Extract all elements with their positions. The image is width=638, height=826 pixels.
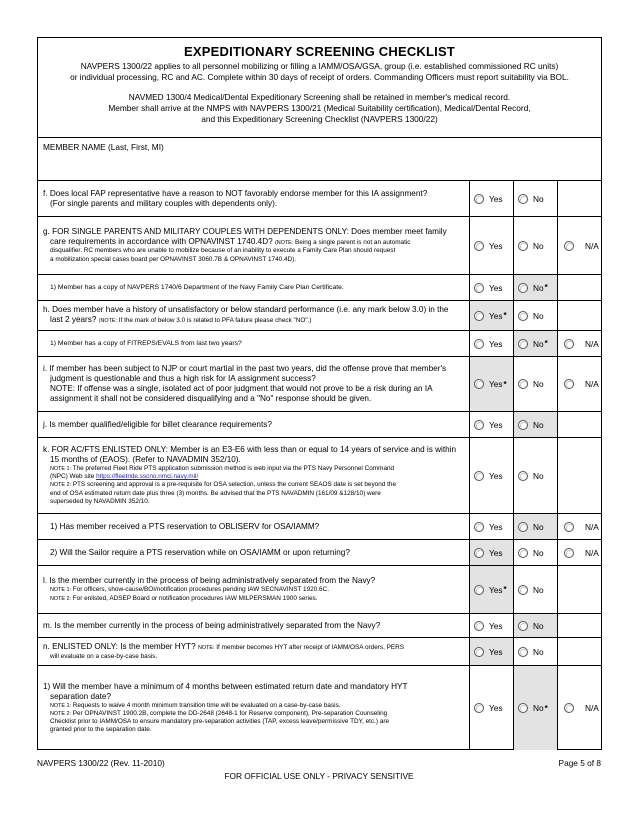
question-h-row: [38, 301, 601, 331]
question-n1-no-option[interactable]: No *: [518, 703, 548, 713]
question-i-na-option[interactable]: N/A: [564, 379, 599, 389]
question-n-yes-cell: [469, 638, 513, 665]
question-i-yes-cell: [469, 357, 513, 411]
question-g-yes-option[interactable]: Yes: [474, 241, 503, 251]
question-h-text: h. Does member have a history of unsatisfactory or below standard performance (i.e. any mark below 3.0) in the last 2 years? (NOTE: If the mark of below 3.0 is related to PFA failure please check "NO".): [43, 305, 449, 325]
question-f-yes-cell: [469, 181, 513, 216]
question-m-text: m. Is the member currently in the process of being administratively separated from the Navy?: [43, 620, 381, 630]
question-g-no-cell: [513, 217, 557, 274]
page-number: Page 5 of 8: [558, 758, 601, 768]
radio-icon[interactable]: [564, 241, 574, 251]
question-k1-yes-option[interactable]: Yes: [474, 522, 503, 532]
question-k-no-cell: [513, 438, 557, 513]
checklist-form: [37, 37, 602, 750]
radio-icon[interactable]: [474, 420, 484, 430]
question-m-no-cell: [513, 614, 557, 637]
radio-icon[interactable]: [474, 621, 484, 631]
radio-icon[interactable]: [518, 548, 528, 558]
question-g1-empty-cell: [557, 275, 601, 300]
radio-icon[interactable]: [564, 339, 574, 349]
radio-icon[interactable]: [518, 420, 528, 430]
question-g1-no-cell: [513, 275, 557, 300]
question-i-na-cell: [557, 357, 601, 411]
radio-icon[interactable]: [474, 522, 484, 532]
radio-icon[interactable]: [474, 471, 484, 481]
question-g-na-cell: [557, 217, 601, 274]
question-g1-yes-cell: [469, 275, 513, 300]
question-n-yes-option[interactable]: Yes: [474, 647, 503, 657]
radio-icon[interactable]: [474, 194, 484, 204]
question-f-text: f. Does local FAP representative have a reason to NOT favorably endorse member for this IA assignment? (For single parents and military couples with dependents only).: [43, 188, 428, 208]
question-n-row: [38, 638, 601, 666]
question-g1-text: 1) Member has a copy of NAVPERS 1740/6 Department of the Navy Family Care Plan Certificate.: [50, 283, 344, 291]
question-h-no-cell: [513, 301, 557, 330]
question-k-no-option[interactable]: No: [518, 471, 544, 481]
question-h1-yes-option[interactable]: Yes: [474, 339, 503, 349]
form-header: [38, 38, 601, 138]
radio-icon[interactable]: [564, 522, 574, 532]
question-k1-row: [38, 514, 601, 540]
radio-icon[interactable]: [518, 311, 528, 321]
privacy-caveat: FOR OFFICIAL USE ONLY - PRIVACY SENSITIVE: [224, 771, 414, 781]
form-title: EXPEDITIONARY SCREENING CHECKLIST: [184, 44, 455, 59]
question-n-no-option[interactable]: No: [518, 647, 544, 657]
question-k1-na-option[interactable]: N/A: [564, 522, 599, 532]
question-n1-yes-option[interactable]: Yes: [474, 703, 503, 713]
radio-icon[interactable]: [518, 194, 528, 204]
question-l-row: [38, 566, 601, 614]
question-i-yes-option[interactable]: Yes *: [474, 379, 507, 389]
question-g-no-option[interactable]: No: [518, 241, 544, 251]
question-m-empty-cell: [557, 614, 601, 637]
member-name-label: MEMBER NAME (Last, First, MI): [43, 142, 164, 152]
radio-icon[interactable]: [474, 548, 484, 558]
question-k1-text: 1) Has member received a PTS reservation to OBLISERV for OSA/IAMM?: [50, 521, 320, 531]
question-n-no-cell: [513, 638, 557, 665]
question-k1-no-option[interactable]: No: [518, 522, 544, 532]
question-m-no-option[interactable]: No: [518, 621, 544, 631]
form-number: NAVPERS 1300/22 (Rev. 11-2010): [37, 758, 165, 768]
question-k2-row: [38, 540, 601, 566]
question-h-no-option[interactable]: No: [518, 311, 544, 321]
question-n-empty-cell: [557, 638, 601, 665]
question-h1-text: 1) Member has a copy of FITREPS/EVALS from last two years?: [50, 339, 242, 347]
question-f-yes-option[interactable]: Yes: [474, 194, 503, 204]
question-h1-no-cell: [513, 331, 557, 356]
question-j-no-option[interactable]: No: [518, 420, 544, 430]
question-l-no-option[interactable]: No: [518, 585, 544, 595]
radio-icon[interactable]: [518, 379, 528, 389]
question-k2-na-cell: [557, 540, 601, 565]
question-k1-yes-cell: [469, 514, 513, 539]
radio-icon[interactable]: [474, 703, 484, 713]
question-f-empty-cell: [557, 181, 601, 216]
question-n1-no-cell: [513, 666, 557, 750]
radio-icon[interactable]: [564, 379, 574, 389]
radio-icon[interactable]: [518, 471, 528, 481]
question-l-empty-cell: [557, 566, 601, 613]
radio-icon[interactable]: [474, 241, 484, 251]
question-k-empty-cell: [557, 438, 601, 513]
question-i-row: [38, 357, 601, 412]
question-l-yes-cell: [469, 566, 513, 613]
question-j-yes-option[interactable]: Yes: [474, 420, 503, 430]
radio-icon[interactable]: [564, 703, 574, 713]
question-k2-no-cell: [513, 540, 557, 565]
question-j-yes-cell: [469, 412, 513, 437]
question-g1-no-option[interactable]: No *: [518, 283, 548, 293]
question-g-yes-cell: [469, 217, 513, 274]
question-g-text: g. FOR SINGLE PARENTS AND MILITARY COUPLES WITH DEPENDENTS ONLY: Does member meet family care requirements in accordance with OPNAVINST 1740.4D? (NOTE: Being a single parent is not an automatic disqualifier. RC members who are unable to mobilize because of an inability to execute a Family Care Plan should request a mobilization special cases board per OPNAVINST 3060.7B & OPNAVINST 1740.4D).: [43, 227, 447, 263]
radio-icon[interactable]: [474, 339, 484, 349]
radio-icon[interactable]: [518, 585, 528, 595]
radio-icon[interactable]: [474, 311, 484, 321]
header-retention-notice: NAVMED 1300/4 Medical/Dental Expeditionary Screening shall be retained in member's medical record. Member shall arrive at the NMPS with NAVPERS 1300/21 (Medical Suitability certification), Medical/Dental Record, and this Expeditionary Screening Checklist (NAVPERS 1300/22): [108, 92, 531, 124]
member-name-field[interactable]: [38, 138, 601, 181]
radio-icon[interactable]: [474, 647, 484, 657]
radio-icon[interactable]: [474, 585, 484, 595]
question-k2-yes-option[interactable]: Yes: [474, 548, 503, 558]
header-instructions: NAVPERS 1300/22 applies to all personnel mobilizing or filling a IAMM/OSA/GSA, group (i.e. established commissioned RC units) or individual processing, RC and AC. Complete within 30 days of receipt of orders. Commanding Officers must report suitability via BOL.: [70, 61, 569, 82]
question-h-empty-cell: [557, 301, 601, 330]
question-g-row: [38, 217, 601, 275]
question-f-row: [38, 181, 601, 217]
question-k-row: [38, 438, 601, 514]
question-h1-row: [38, 331, 601, 357]
question-j-empty-cell: [557, 412, 601, 437]
question-m-row: [38, 614, 601, 638]
question-l-no-cell: [513, 566, 557, 613]
question-n1-yes-cell: [469, 666, 513, 750]
question-l-yes-option[interactable]: Yes *: [474, 585, 507, 595]
radio-icon[interactable]: [474, 283, 484, 293]
radio-icon[interactable]: [474, 379, 484, 389]
question-j-no-cell: [513, 412, 557, 437]
question-l-text: l. Is the member currently in the process of being administratively separated from the Navy? NOTE 1: For officers, show-cause/BOI/notification procedures pending IAW SECNAVINST 1920.6C. NOTE 2: For enlisted, ADSEP Board or notification procedures IAW MILPERSMAN 1900 series.: [43, 576, 376, 602]
question-h-yes-option[interactable]: Yes *: [474, 311, 507, 321]
question-n1-row: [38, 666, 601, 750]
radio-icon[interactable]: [518, 621, 528, 631]
question-n-text: n. ENLISTED ONLY: Is the member HYT? NOTE: If member becomes HYT after receipt of IAMM/OSA orders, PERS will evaluate on a case-by-case basis.: [43, 642, 405, 660]
radio-icon[interactable]: [518, 283, 528, 293]
question-i-text: i. If member has been subject to NJP or court martial in the past two years, did the offense prove that member's judgment is questionable and thus a high risk for IA assignment success? NOTE: If offense was a single, isolated act of poor judgment that would not prove to be a risk during an IA assignment it shall not be considered disqualifying and a "No" response should be given.: [43, 364, 447, 403]
question-k2-yes-cell: [469, 540, 513, 565]
question-k2-na-option[interactable]: N/A: [564, 548, 599, 558]
question-h-yes-cell: [469, 301, 513, 330]
radio-icon[interactable]: [518, 339, 528, 349]
question-m-yes-cell: [469, 614, 513, 637]
fleetride-link[interactable]: https://fleetride.sscno.nmci.navy.mil/: [96, 473, 199, 481]
question-i-no-option[interactable]: No: [518, 379, 544, 389]
question-h1-na-option[interactable]: N/A: [564, 339, 599, 349]
question-h1-no-option[interactable]: No *: [518, 339, 548, 349]
question-n1-text: 1) Will the member have a minimum of 4 months between estimated return date and mandatory HYT separation date? NOTE 1: Requests to waive 4 month minimum transition time will be evaluated on a case-by-case basis. NOTE 2: Per OPNAVINST 1900.2B, complete the DD-2648 (2648-1 for Reserve component), Pre-separation Counseling Checklist prior to IAMM/OSA to ensure mandatory pre-separation activities (TAP, excess leave/permissive TDY, etc.) are granted prior to the separation date.: [43, 681, 408, 734]
question-h1-na-cell: [557, 331, 601, 356]
question-g1-row: [38, 275, 601, 301]
question-n1-na-cell: [557, 666, 601, 750]
question-k-text: k. FOR AC/FTS ENLISTED ONLY: Member is an E3-E6 with less than or equal to 14 years of service and is within 15 months of (EAOS). (Refer to NAVADMIN 352/10). NOTE 1: The preferred Fleet Ride PTS application submission method is web input via the PTS Navy Personnel Command (NPC) Web site https://fleetride.sscno.nmci.navy.mil/ NOTE 2: PTS screening and approval is a pre-requisite for OSA selection, unless the current SEAOS date is set beyond the end of OSA estimated return date plus three (3) months. Be advised that the PTS NAVADMIN (161/09 &128/10) were superseded by NAVADMIN 352/10.: [43, 444, 457, 505]
question-g1-yes-option[interactable]: Yes: [474, 283, 503, 293]
question-f-no-cell: [513, 181, 557, 216]
question-m-yes-option[interactable]: Yes: [474, 621, 503, 631]
question-k-yes-cell: [469, 438, 513, 513]
question-j-row: [38, 412, 601, 438]
question-g-na-option[interactable]: N/A: [564, 241, 599, 251]
radio-icon[interactable]: [518, 522, 528, 532]
question-f-no-option[interactable]: No: [518, 194, 544, 204]
question-h1-yes-cell: [469, 331, 513, 356]
question-k1-no-cell: [513, 514, 557, 539]
radio-icon[interactable]: [518, 647, 528, 657]
question-i-no-cell: [513, 357, 557, 411]
radio-icon[interactable]: [564, 548, 574, 558]
radio-icon[interactable]: [518, 703, 528, 713]
radio-icon[interactable]: [518, 241, 528, 251]
question-k1-na-cell: [557, 514, 601, 539]
question-k2-no-option[interactable]: No: [518, 548, 544, 558]
question-n1-na-option[interactable]: N/A: [564, 703, 599, 713]
question-k-yes-option[interactable]: Yes: [474, 471, 503, 481]
question-j-text: j. Is member qualified/eligible for billet clearance requirements?: [43, 419, 272, 429]
question-k2-text: 2) Will the Sailor require a PTS reservation while on OSA/IAMM or upon returning?: [50, 547, 350, 557]
